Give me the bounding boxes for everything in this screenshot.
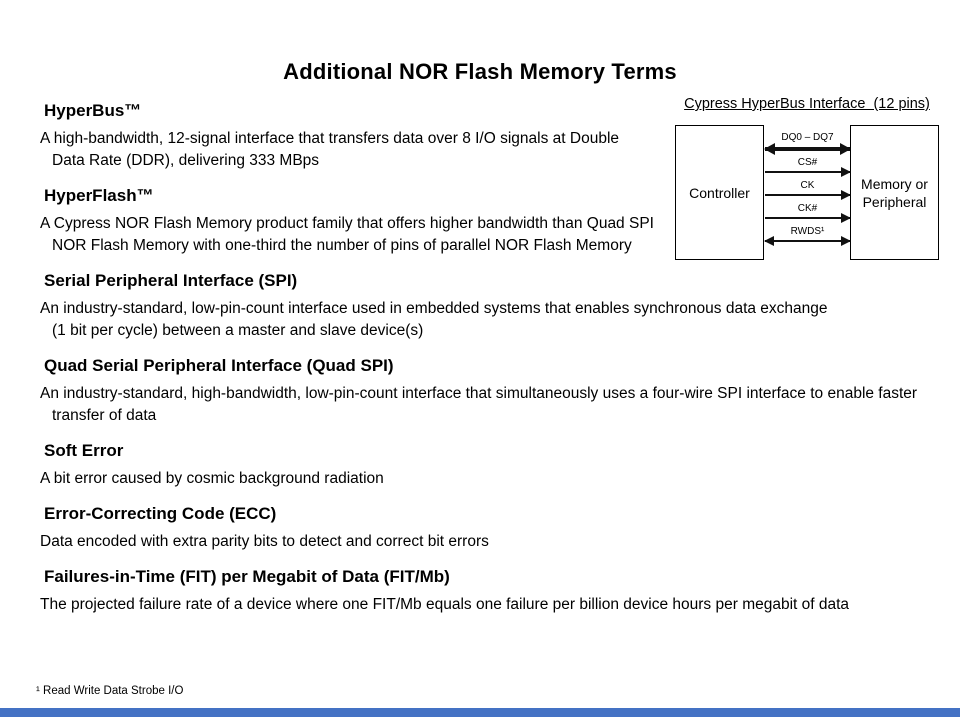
diagram-title: Cypress HyperBus Interface (12 pins) (684, 96, 930, 112)
footer-accent-bar (0, 708, 960, 717)
arrowhead-right-icon (841, 213, 851, 223)
term-heading: HyperFlash™ (44, 186, 154, 205)
arrowhead-right-icon (840, 143, 851, 155)
term-definition: A Cypress NOR Flash Memory product family that offers higher bandwidth than Quad SPI NOR Flash Memory with one-third the number of pins of parallel NOR Flash Memory (40, 215, 654, 254)
arrowhead-left-icon (764, 143, 775, 155)
term-spi (40, 271, 940, 342)
signal-label-dq: DQ0 – DQ7 (781, 132, 834, 143)
bidirectional-arrow-dq (765, 147, 850, 151)
term-quad-spi (40, 356, 940, 427)
term-definition: Data encoded with extra parity bits to detect and correct bit errors (40, 533, 489, 550)
bidirectional-arrow-rwds (765, 240, 850, 242)
signal-label-cs: CS# (797, 157, 818, 168)
signal-label-rwds: RWDS¹ (790, 226, 825, 237)
arrowhead-right-icon (841, 236, 851, 246)
term-heading: Error-Correcting Code (ECC) (44, 504, 277, 523)
term-ecc (40, 504, 940, 553)
term-heading: HyperBus™ (44, 101, 142, 120)
term-soft-error (40, 441, 940, 490)
memory-peripheral-box (850, 125, 939, 260)
term-definition: A high-bandwidth, 12-signal interface that transfers data over 8 I/O signals at Double Data Rate (DDR), delivering 333 MBps (40, 130, 620, 169)
term-heading: Soft Error (44, 441, 124, 460)
memory-peripheral-label: Memory or Peripheral (861, 175, 928, 210)
signal-label-ck2: CK# (797, 203, 818, 214)
term-heading: Failures-in-Time (FIT) per Megabit of Data (FIT/Mb) (44, 567, 450, 586)
controller-label: Controller (689, 184, 750, 201)
term-heading: Quad Serial Peripheral Interface (Quad SPI) (44, 356, 394, 375)
signal-label-ck: CK (800, 180, 815, 191)
arrowhead-right-icon (841, 190, 851, 200)
term-definition: The projected failure rate of a device where one FIT/Mb equals one failure per billion device hours per megabit of data (40, 596, 850, 613)
arrowhead-right-icon (841, 167, 851, 177)
footnote: ¹ Read Write Data Strobe I/O (36, 685, 184, 697)
term-definition: An industry-standard, low-pin-count interface used in embedded systems that enables synchronous data exchange (1 bit per cycle) between a master and slave device(s) (40, 300, 828, 339)
right-arrow-ck (765, 194, 850, 196)
right-arrow-cs (765, 171, 850, 173)
right-arrow-ck2 (765, 217, 850, 219)
term-definition: An industry-standard, high-bandwidth, low-pin-count interface that simultaneously uses a four-wire SPI interface to enable faster transfer of data (40, 385, 918, 424)
page-title: Additional NOR Flash Memory Terms (283, 58, 677, 84)
hyperbus-interface-diagram (675, 96, 939, 268)
arrowhead-left-icon (764, 236, 774, 246)
term-definition: A bit error caused by cosmic background radiation (40, 470, 384, 487)
term-heading: Serial Peripheral Interface (SPI) (44, 271, 298, 290)
controller-box (675, 125, 764, 260)
term-fit (40, 567, 940, 616)
